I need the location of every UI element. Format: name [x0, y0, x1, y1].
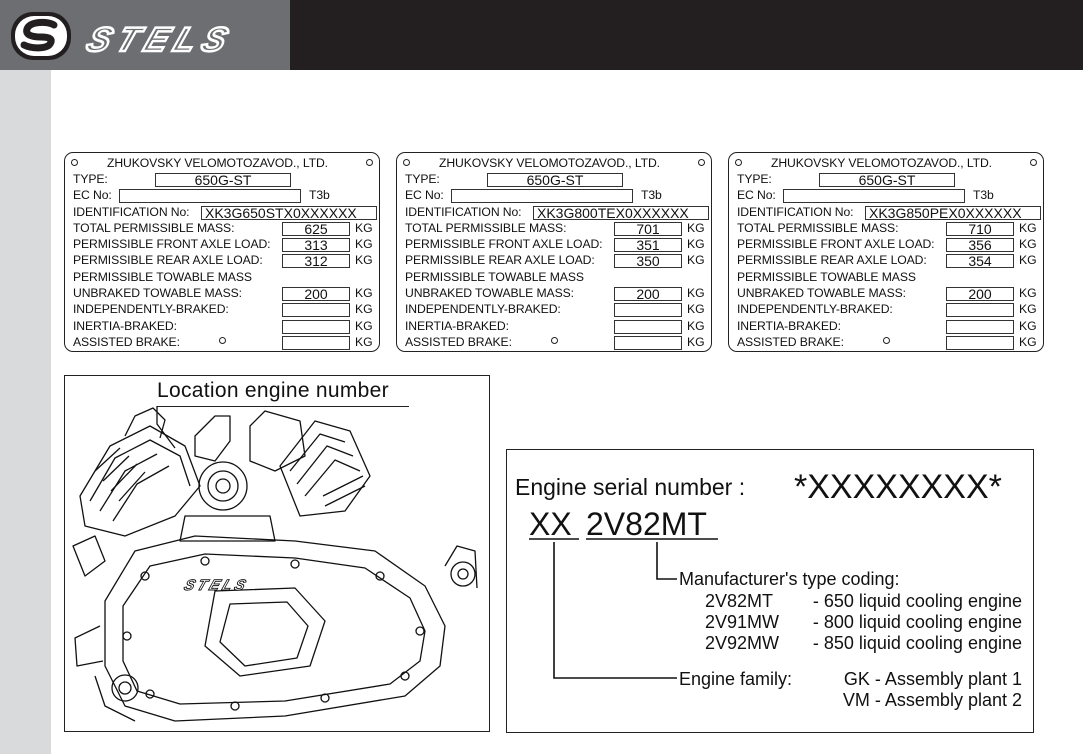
- plate-unit: KG: [1019, 335, 1037, 349]
- plate-id-value: XK3G850PEX0XXXXXX: [865, 206, 1041, 220]
- plate-mass-label: PERMISSIBLE REAR AXLE LOAD:: [737, 253, 927, 267]
- plate-towable-heading: PERMISSIBLE TOWABLE MASS: [737, 270, 916, 284]
- type-line-code: 2V92MW: [705, 633, 780, 653]
- plate-id-value: XK3G650STX0XXXXXX: [201, 206, 377, 220]
- family-line: GK - Assembly plant 1: [843, 669, 1022, 689]
- plate-mass-value: [946, 303, 1014, 317]
- plate-circle-icon: [219, 337, 226, 344]
- plate-ec-label: EC No:: [73, 188, 112, 202]
- plate-id-label: IDENTIFICATION No:: [73, 205, 190, 219]
- type-line-desc: - 800 liquid cooling engine: [812, 612, 1022, 632]
- rivet-icon: [403, 159, 410, 166]
- plate-maker: ZHUKOVSKY VELOMOTOZAVOD., LTD.: [439, 156, 660, 170]
- rivet-icon: [698, 159, 705, 166]
- engine-cover-logo: STELS: [181, 577, 251, 594]
- identification-plate: [728, 152, 1044, 352]
- plate-unit: KG: [687, 302, 705, 316]
- type-code: 2V82MT: [586, 506, 707, 542]
- plate-ec-label: EC No:: [405, 188, 444, 202]
- plate-circle-icon: [883, 337, 890, 344]
- plate-mass-value: 356: [946, 238, 1014, 252]
- type-coding-heading: Manufacturer's type coding:: [679, 569, 900, 589]
- type-line-desc: - 850 liquid cooling engine: [812, 633, 1022, 653]
- plate-mass-value: [614, 336, 682, 350]
- plate-mass-value: [946, 320, 1014, 334]
- plate-towable-heading: PERMISSIBLE TOWABLE MASS: [405, 270, 584, 284]
- plate-mass-value: 200: [946, 287, 1014, 301]
- plate-ec-value: [451, 189, 633, 203]
- plate-unit: KG: [1019, 302, 1037, 316]
- plate-unit: KG: [687, 319, 705, 333]
- plate-unit: KG: [355, 221, 373, 235]
- plate-mass-label: INERTIA-BRAKED:: [737, 319, 841, 333]
- plate-mass-label: INDEPENDENTLY-BRAKED:: [405, 302, 561, 316]
- plate-ec-label: EC No:: [737, 188, 776, 202]
- location-leader-line: [157, 406, 175, 448]
- plate-type-value: 650G-ST: [487, 173, 623, 187]
- plate-mass-label: TOTAL PERMISSIBLE MASS:: [405, 221, 567, 235]
- engine-drawing: [65, 376, 490, 732]
- identification-plate: [396, 152, 712, 352]
- plate-unit: KG: [355, 335, 373, 349]
- logo-text: STELS: [81, 20, 240, 59]
- plate-mass-label: PERMISSIBLE FRONT AXLE LOAD:: [405, 237, 603, 251]
- left-margin-strip: [0, 70, 51, 754]
- plate-unit: KG: [355, 237, 373, 251]
- plate-mass-value: 350: [614, 254, 682, 268]
- type-line-desc: - 650 liquid cooling engine: [812, 591, 1022, 611]
- plate-mass-label: ASSISTED BRAKE:: [405, 335, 512, 349]
- cvt-cover: [105, 536, 445, 721]
- plate-mass-label: UNBRAKED TOWABLE MASS:: [73, 286, 242, 300]
- plate-unit: KG: [355, 286, 373, 300]
- plate-unit: KG: [687, 221, 705, 235]
- plate-mass-value: [282, 336, 350, 350]
- plate-mass-value: 354: [946, 254, 1014, 268]
- plate-type-label: TYPE:: [405, 172, 440, 186]
- plate-mass-value: [282, 303, 350, 317]
- plate-unit: KG: [355, 302, 373, 316]
- left-cylinder-head: [80, 426, 200, 536]
- family-code: XX: [529, 506, 572, 542]
- plate-unit: KG: [687, 286, 705, 300]
- plate-mass-label: INERTIA-BRAKED:: [73, 319, 177, 333]
- serial-number-panel: [506, 449, 1034, 733]
- plate-mass-value: [614, 303, 682, 317]
- plate-unit: KG: [1019, 237, 1037, 251]
- plate-ec-suffix: T3b: [641, 188, 662, 202]
- type-line-code: 2V82MT: [705, 591, 774, 611]
- plate-mass-label: TOTAL PERMISSIBLE MASS:: [737, 221, 899, 235]
- plate-mass-value: [614, 320, 682, 334]
- serial-pattern: *XXXXXXXX*: [794, 468, 1002, 506]
- plate-unit: KG: [687, 335, 705, 349]
- plate-mass-value: 200: [614, 287, 682, 301]
- stels-logo-icon: [8, 8, 283, 64]
- plate-maker: ZHUKOVSKY VELOMOTOZAVOD., LTD.: [771, 156, 992, 170]
- plate-mass-value: 313: [282, 238, 350, 252]
- plate-id-value: XK3G800TEX0XXXXXX: [533, 206, 709, 220]
- plate-unit: KG: [1019, 319, 1037, 333]
- plate-unit: KG: [1019, 253, 1037, 267]
- plate-ec-suffix: T3b: [973, 188, 994, 202]
- plate-id-label: IDENTIFICATION No:: [405, 205, 522, 219]
- rivet-icon: [366, 159, 373, 166]
- plate-mass-label: INDEPENDENTLY-BRAKED:: [737, 302, 893, 316]
- family-line: VM - Assembly plant 2: [842, 690, 1022, 710]
- type-line-code: 2V91MW: [705, 612, 780, 632]
- plate-unit: KG: [1019, 286, 1037, 300]
- plate-mass-label: ASSISTED BRAKE:: [737, 335, 844, 349]
- plate-mass-label: UNBRAKED TOWABLE MASS:: [737, 286, 906, 300]
- plate-mass-value: 701: [614, 222, 682, 236]
- plate-mass-label: INERTIA-BRAKED:: [405, 319, 509, 333]
- plate-circle-icon: [551, 337, 558, 344]
- plate-mass-value: 312: [282, 254, 350, 268]
- plate-unit: KG: [687, 253, 705, 267]
- plate-id-label: IDENTIFICATION No:: [737, 205, 854, 219]
- rivet-icon: [1030, 159, 1037, 166]
- plate-mass-value: 351: [614, 238, 682, 252]
- plate-mass-value: 200: [282, 287, 350, 301]
- plate-mass-label: PERMISSIBLE REAR AXLE LOAD:: [73, 253, 263, 267]
- engine-family-heading: Engine family:: [679, 669, 793, 689]
- throttle-body: [199, 462, 247, 510]
- plate-unit: KG: [355, 253, 373, 267]
- plate-towable-heading: PERMISSIBLE TOWABLE MASS: [73, 270, 252, 284]
- plate-mass-label: TOTAL PERMISSIBLE MASS:: [73, 221, 235, 235]
- plate-unit: KG: [687, 237, 705, 251]
- rivet-icon: [735, 159, 742, 166]
- plate-type-value: 650G-ST: [155, 173, 291, 187]
- plate-mass-label: PERMISSIBLE FRONT AXLE LOAD:: [737, 237, 935, 251]
- plate-ec-suffix: T3b: [309, 188, 330, 202]
- engine-drawing-panel: [64, 375, 490, 732]
- plate-type-label: TYPE:: [73, 172, 108, 186]
- plate-maker: ZHUKOVSKY VELOMOTOZAVOD., LTD.: [107, 156, 328, 170]
- rivet-icon: [71, 159, 78, 166]
- plate-mass-label: INDEPENDENTLY-BRAKED:: [73, 302, 229, 316]
- plate-ec-value: [783, 189, 965, 203]
- plate-mass-label: PERMISSIBLE REAR AXLE LOAD:: [405, 253, 595, 267]
- plate-unit: KG: [355, 319, 373, 333]
- serial-heading: Engine serial number :: [515, 474, 746, 500]
- plate-type-label: TYPE:: [737, 172, 772, 186]
- plate-mass-value: 710: [946, 222, 1014, 236]
- plate-mass-value: 625: [282, 222, 350, 236]
- plate-mass-label: ASSISTED BRAKE:: [73, 335, 180, 349]
- location-engine-number-label: Location engine number: [157, 379, 389, 402]
- plate-ec-value: [119, 189, 301, 203]
- plate-mass-label: UNBRAKED TOWABLE MASS:: [405, 286, 574, 300]
- plate-unit: KG: [1019, 221, 1037, 235]
- plate-mass-label: PERMISSIBLE FRONT AXLE LOAD:: [73, 237, 271, 251]
- plate-mass-value: [946, 336, 1014, 350]
- plate-mass-value: [282, 320, 350, 334]
- brand-logo: [0, 0, 290, 70]
- plate-type-value: 650G-ST: [819, 173, 955, 187]
- identification-plate: [64, 152, 380, 352]
